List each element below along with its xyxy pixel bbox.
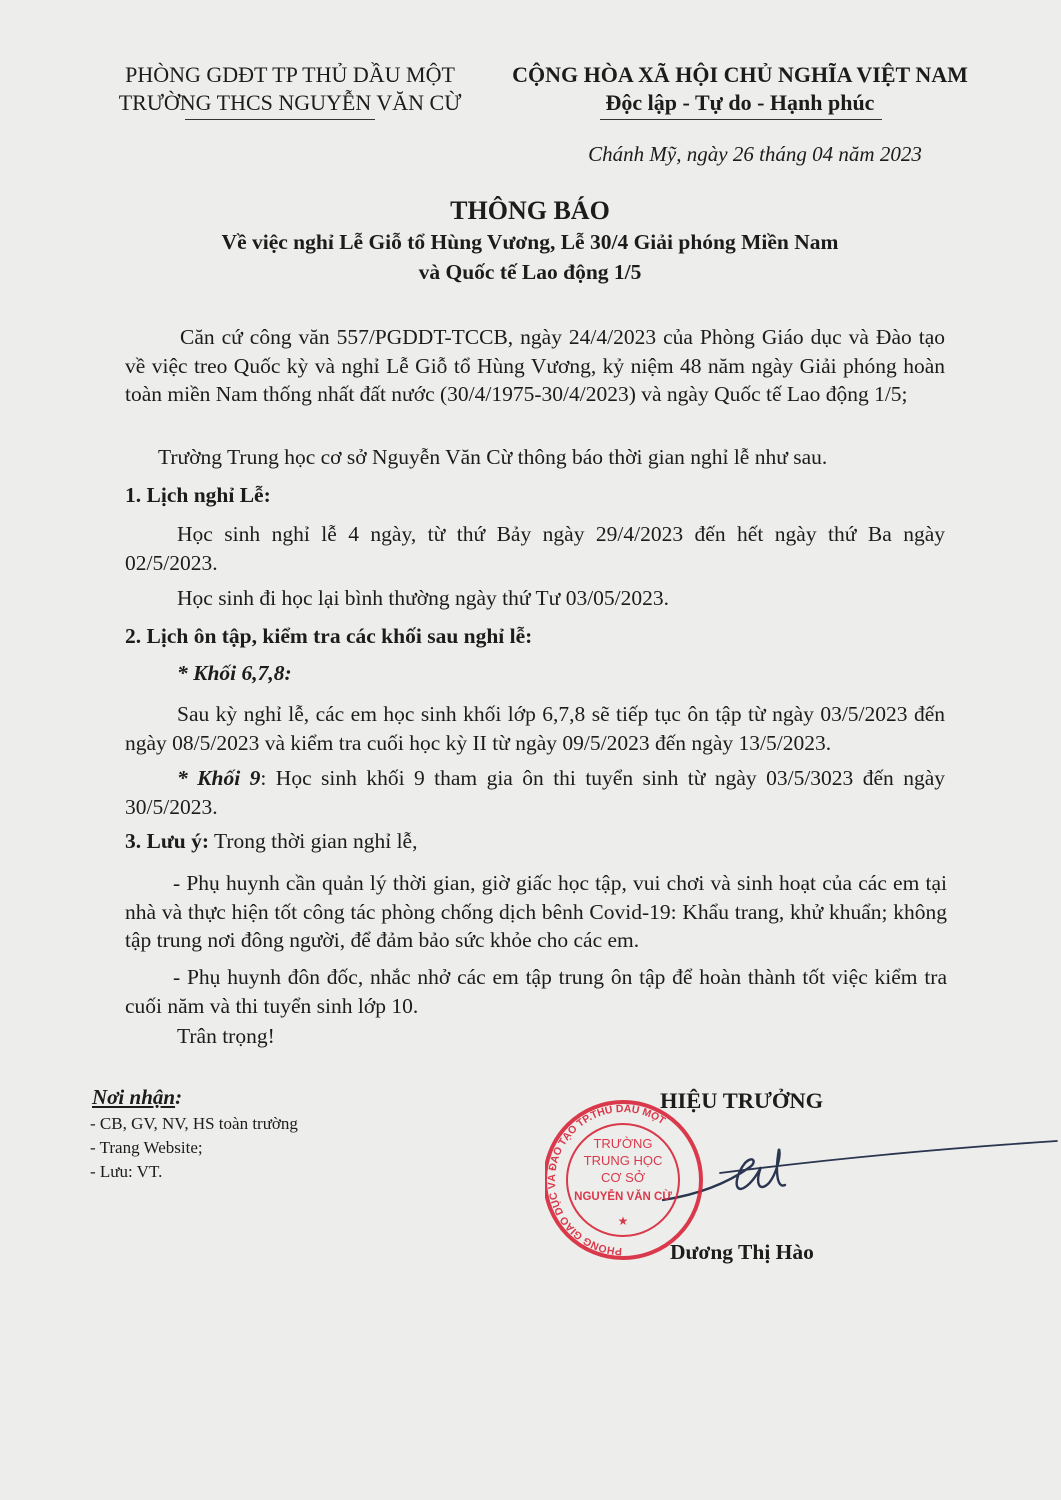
school-stamp [545,1102,701,1258]
issuer-school: TRƯỜNG THCS NGUYỄN VĂN CỪ [118,90,462,115]
signer-name: Dương Thị Hào [670,1240,814,1264]
intro-paragraph: Trường Trung học cơ sở Nguyễn Văn Cừ thông báo thời gian nghỉ lễ như sau. [158,445,828,469]
stamp-line1: TRƯỜNG [593,1136,653,1151]
section2-group2-label: * Khối 9 [177,766,261,790]
document-subtitle-line2: và Quốc tế Lao động 1/5 [418,260,642,284]
date-line: Chánh Mỹ, ngày 26 tháng 04 năm 2023 [588,142,922,166]
recipient-item: - Trang Website; [90,1138,203,1157]
document-title: THÔNG BÁO [450,196,610,225]
section1-paragraph1: Học sinh nghỉ lễ 4 ngày, từ thứ Bảy ngày 29/4/2023 đến hết ngày thứ Ba ngày 02/5/2023. [125,522,945,575]
stamp-line3: CƠ SỞ [601,1170,645,1185]
signature-tail [720,1141,1057,1173]
section3-lead: Trong thời gian nghỉ lễ, [208,829,418,853]
stamp-line2: TRUNG HỌC [583,1153,663,1168]
national-motto: Độc lập - Tự do - Hạnh phúc [605,90,875,115]
recipient-item: - CB, GV, NV, HS toàn trường [90,1114,298,1133]
signer-title: HIỆU TRƯỞNG [660,1088,824,1113]
issuer-agency: PHÒNG GDĐT TP THỦ DẦU MỘT [125,62,455,87]
recipients-label: Nơi nhận [92,1085,176,1109]
closing-line: Trân trọng! [177,1024,275,1048]
section3-line [125,829,417,854]
motto-underline [600,119,882,120]
national-title: CỘNG HÒA XÃ HỘI CHỦ NGHĨA VIỆT NAM [512,62,968,87]
section1-paragraph2: Học sinh đi học lại bình thường ngày thứ Tư 03/05/2023. [177,586,670,610]
section3-paragraph2: - Phụ huynh đôn đốc, nhắc nhở các em tập trung ôn tập để hoàn thành tốt việc kiểm tra cuối năm và thi tuyển sinh lớp 10. [125,965,947,1018]
stamp-ring-text: PHÒNG GIÁO DỤC VÀ ĐÀO TẠO TP.THỦ DẦU MỘT [545,1102,668,1258]
section2-paragraph2 [125,764,945,821]
star-icon: ★ [617,1214,629,1228]
recipient-item: - Lưu: VT. [90,1162,163,1181]
section3-paragraph1: - Phụ huynh cần quản lý thời gian, giờ giấc học tập, vui chơi và sinh hoạt của các em tại nhà và thực hiện tốt công tác phòng chống dịch bênh Covid-19: Khẩu trang, khử khuẩn; không tập trung nơi đông người, để đảm bảo sức khỏe cho các em. [125,871,947,952]
recipients-heading [92,1085,182,1110]
section2-heading: 2. Lịch ôn tập, kiểm tra các khối sau nghỉ lễ: [125,624,533,648]
signature-scribble [663,1149,785,1200]
section2-group2-text: : Học sinh khối 9 tham gia ôn thi tuyển sinh từ ngày 03/5/3023 đến ngày 30/5/2023. [125,766,945,819]
stamp-line4: NGUYỄN VĂN CỪ [574,1191,672,1203]
basis-paragraph: Căn cứ công văn 557/PGDDT-TCCB, ngày 24/4/2023 của Phòng Giáo dục và Đào tạo về việc treo Quốc kỳ và nghỉ Lễ Giỗ tổ Hùng Vương, kỷ niệm 48 năm ngày Giải phóng hoàn toàn miền Nam thống nhất đất nước (30/4/1975-30/4/2023) và ngày Quốc tế Lao động 1/5; [125,325,945,406]
recipients-colon: : [175,1085,183,1109]
issuer-underline [185,119,375,120]
document-subtitle-line1: Về việc nghỉ Lễ Giỗ tổ Hùng Vương, Lễ 30/4 Giải phóng Miền Nam [221,230,839,254]
section2-paragraph1: Sau kỳ nghỉ lễ, các em học sinh khối lớp 6,7,8 sẽ tiếp tục ôn tập từ ngày 03/5/2023 đến ngày 08/5/2023 và kiểm tra cuối học kỳ II từ ngày 09/5/2023 đến ngày 13/5/2023. [125,702,945,755]
section1-heading: 1. Lịch nghỉ Lễ: [125,483,271,507]
section3-heading: 3. Lưu ý: [125,829,209,853]
section2-group1-label: * Khối 6,7,8: [177,661,292,685]
